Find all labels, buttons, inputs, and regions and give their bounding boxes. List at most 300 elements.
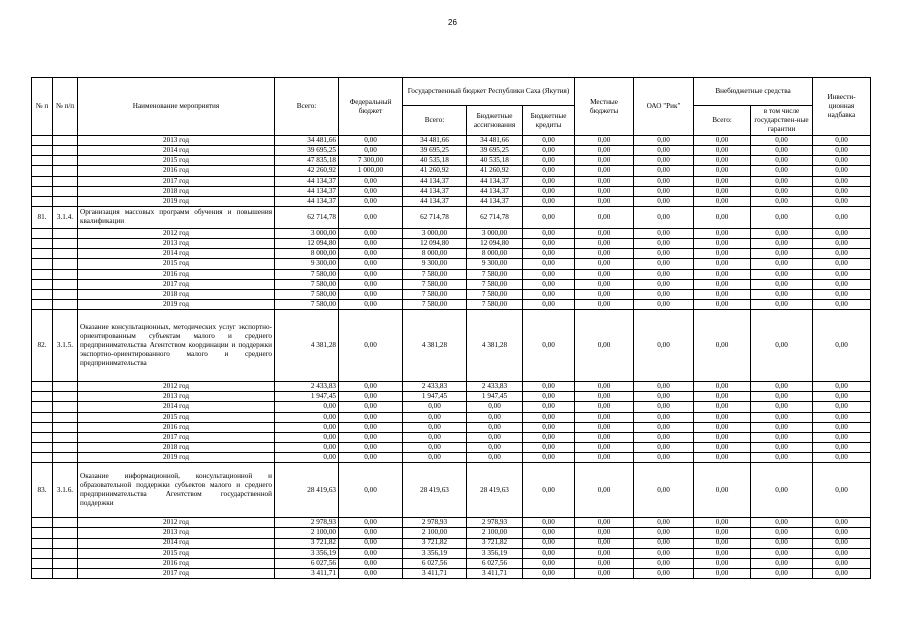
cell-row-no-empty (32, 196, 53, 206)
cell-extra-total: 0,00 (694, 382, 751, 392)
cell-extra-guarantee: 0,00 (751, 548, 813, 558)
cell-invest: 0,00 (813, 176, 871, 186)
cell-sub-no-empty (53, 412, 78, 422)
cell-state-alloc: 44 134,37 (467, 176, 523, 186)
cell-total: 2 433,83 (275, 382, 339, 392)
cell-state-alloc: 3 000,00 (467, 228, 523, 238)
cell-local: 0,00 (575, 156, 634, 166)
cell-state-total: 34 481,66 (403, 136, 467, 146)
cell-rik: 0,00 (634, 136, 694, 146)
cell-rik: 0,00 (634, 146, 694, 156)
cell-state-credit: 0,00 (523, 422, 575, 432)
table-header (32, 78, 871, 136)
cell-total: 3 356,19 (275, 548, 339, 558)
cell-invest: 0,00 (813, 146, 871, 156)
cell-extra-total: 0,00 (694, 279, 751, 289)
cell-state-total: 44 134,37 (403, 196, 467, 206)
cell-state-alloc: 2 978,93 (467, 518, 523, 528)
cell-invest: 0,00 (813, 442, 871, 452)
year-row (32, 146, 871, 156)
budget-table-wrapper (31, 77, 870, 579)
cell-total: 7 580,00 (275, 279, 339, 289)
cell-local: 0,00 (575, 269, 634, 279)
cell-sub-no-empty (53, 422, 78, 432)
cell-sub-no-empty (53, 249, 78, 259)
cell-state-credit: 0,00 (523, 392, 575, 402)
cell-total: 0,00 (275, 402, 339, 412)
cell-year-label: 2017 год (78, 176, 275, 186)
cell-state-total: 0,00 (403, 453, 467, 463)
cell-state-credit: 0,00 (523, 146, 575, 156)
cell-sub-no: 3.1.4. (53, 206, 78, 228)
cell-extra-guarantee: 0,00 (751, 186, 813, 196)
cell-extra-guarantee: 0,00 (751, 422, 813, 432)
cell-extra-guarantee: 0,00 (751, 269, 813, 279)
cell-extra-total: 0,00 (694, 432, 751, 442)
cell-extra-guarantee: 0,00 (751, 392, 813, 402)
cell-state-credit: 0,00 (523, 442, 575, 452)
activity-row (32, 463, 871, 518)
cell-invest: 0,00 (813, 432, 871, 442)
cell-row-no-empty (32, 289, 53, 299)
cell-extra-total: 0,00 (694, 176, 751, 186)
cell-extra-total: 0,00 (694, 453, 751, 463)
cell-sub-no: 3.1.6. (53, 463, 78, 518)
cell-extra-total: 0,00 (694, 166, 751, 176)
cell-extra-total: 0,00 (694, 310, 751, 382)
cell-rik: 0,00 (634, 442, 694, 452)
cell-federal: 0,00 (339, 269, 403, 279)
cell-total: 39 695,25 (275, 146, 339, 156)
cell-local: 0,00 (575, 289, 634, 299)
cell-state-total: 62 714,78 (403, 206, 467, 228)
cell-year-label: 2015 год (78, 412, 275, 422)
cell-total: 44 134,37 (275, 196, 339, 206)
cell-extra-total: 0,00 (694, 568, 751, 578)
cell-rik: 0,00 (634, 518, 694, 528)
cell-year-label: 2019 год (78, 453, 275, 463)
cell-sub-no-empty (53, 382, 78, 392)
cell-extra-total: 0,00 (694, 558, 751, 568)
cell-sub-no-empty (53, 442, 78, 452)
cell-state-total: 40 535,18 (403, 156, 467, 166)
cell-state-credit: 0,00 (523, 269, 575, 279)
cell-sub-no-empty (53, 269, 78, 279)
cell-row-no-empty (32, 548, 53, 558)
cell-federal: 0,00 (339, 310, 403, 382)
cell-total: 12 094,80 (275, 239, 339, 249)
cell-extra-total: 0,00 (694, 259, 751, 269)
cell-extra-guarantee: 0,00 (751, 528, 813, 538)
cell-invest: 0,00 (813, 538, 871, 548)
cell-sub-no-empty (53, 528, 78, 538)
cell-federal: 0,00 (339, 176, 403, 186)
year-row (32, 432, 871, 442)
header-extra-budget: Внебюджетные средства (694, 78, 813, 106)
cell-sub-no-empty (53, 568, 78, 578)
cell-state-alloc: 1 947,45 (467, 392, 523, 402)
cell-row-no-empty (32, 432, 53, 442)
cell-state-total: 7 580,00 (403, 289, 467, 299)
cell-extra-guarantee: 0,00 (751, 558, 813, 568)
cell-extra-guarantee: 0,00 (751, 136, 813, 146)
cell-extra-guarantee: 0,00 (751, 453, 813, 463)
cell-rik: 0,00 (634, 259, 694, 269)
cell-total: 0,00 (275, 422, 339, 432)
cell-state-credit: 0,00 (523, 136, 575, 146)
cell-state-alloc: 0,00 (467, 412, 523, 422)
cell-invest: 0,00 (813, 239, 871, 249)
cell-invest: 0,00 (813, 249, 871, 259)
cell-total: 2 100,00 (275, 528, 339, 538)
cell-local: 0,00 (575, 228, 634, 238)
header-state-total: Всего: (403, 106, 467, 136)
cell-state-alloc: 7 580,00 (467, 269, 523, 279)
cell-extra-guarantee: 0,00 (751, 239, 813, 249)
cell-local: 0,00 (575, 239, 634, 249)
cell-row-no-empty (32, 136, 53, 146)
cell-state-total: 41 260,92 (403, 166, 467, 176)
cell-federal: 0,00 (339, 392, 403, 402)
year-row (32, 422, 871, 432)
header-state-budget: Государственный бюджет Республики Саха (Якутия) (403, 78, 575, 106)
cell-total: 7 580,00 (275, 299, 339, 309)
cell-state-total: 6 027,56 (403, 558, 467, 568)
cell-federal: 0,00 (339, 463, 403, 518)
cell-state-alloc: 8 000,00 (467, 249, 523, 259)
cell-local: 0,00 (575, 279, 634, 289)
cell-state-credit: 0,00 (523, 518, 575, 528)
cell-extra-guarantee: 0,00 (751, 402, 813, 412)
cell-activity-name: Оказание информационной, консультационной и образовательной поддержки субъектов малого и среднего предпринимательства Агентством государственной поддержки (78, 463, 275, 518)
cell-state-alloc: 2 433,83 (467, 382, 523, 392)
cell-row-no: 83. (32, 463, 53, 518)
cell-local: 0,00 (575, 412, 634, 422)
cell-federal: 0,00 (339, 279, 403, 289)
cell-local: 0,00 (575, 166, 634, 176)
cell-year-label: 2017 год (78, 568, 275, 578)
cell-extra-total: 0,00 (694, 392, 751, 402)
cell-sub-no-empty (53, 558, 78, 568)
cell-row-no-empty (32, 558, 53, 568)
cell-sub-no-empty (53, 186, 78, 196)
cell-local: 0,00 (575, 453, 634, 463)
cell-year-label: 2012 год (78, 382, 275, 392)
year-row (32, 259, 871, 269)
cell-state-credit: 0,00 (523, 382, 575, 392)
cell-federal: 0,00 (339, 299, 403, 309)
cell-rik: 0,00 (634, 422, 694, 432)
cell-sub-no-empty (53, 453, 78, 463)
year-row (32, 392, 871, 402)
cell-state-total: 4 381,28 (403, 310, 467, 382)
cell-extra-total: 0,00 (694, 528, 751, 538)
cell-extra-guarantee: 0,00 (751, 156, 813, 166)
cell-local: 0,00 (575, 382, 634, 392)
year-row (32, 412, 871, 422)
cell-state-total: 8 000,00 (403, 249, 467, 259)
cell-year-label: 2013 год (78, 239, 275, 249)
cell-invest: 0,00 (813, 568, 871, 578)
cell-state-total: 12 094,80 (403, 239, 467, 249)
cell-total: 62 714,78 (275, 206, 339, 228)
cell-rik: 0,00 (634, 538, 694, 548)
cell-total: 2 978,93 (275, 518, 339, 528)
cell-state-credit: 0,00 (523, 259, 575, 269)
cell-federal: 0,00 (339, 249, 403, 259)
cell-local: 0,00 (575, 259, 634, 269)
cell-rik: 0,00 (634, 453, 694, 463)
header-sub-no: № п/п (53, 78, 78, 136)
cell-federal: 0,00 (339, 196, 403, 206)
cell-invest: 0,00 (813, 166, 871, 176)
cell-invest: 0,00 (813, 310, 871, 382)
cell-total: 6 027,56 (275, 558, 339, 568)
cell-extra-guarantee: 0,00 (751, 442, 813, 452)
cell-local: 0,00 (575, 442, 634, 452)
cell-extra-total: 0,00 (694, 249, 751, 259)
cell-sub-no-empty (53, 392, 78, 402)
cell-local: 0,00 (575, 548, 634, 558)
cell-year-label: 2015 год (78, 548, 275, 558)
cell-sub-no-empty (53, 196, 78, 206)
cell-invest: 0,00 (813, 382, 871, 392)
cell-sub-no-empty (53, 259, 78, 269)
cell-state-total: 0,00 (403, 402, 467, 412)
cell-state-credit: 0,00 (523, 310, 575, 382)
cell-row-no: 82. (32, 310, 53, 382)
cell-rik: 0,00 (634, 269, 694, 279)
cell-extra-guarantee: 0,00 (751, 146, 813, 156)
cell-state-total: 3 411,71 (403, 568, 467, 578)
cell-state-total: 7 580,00 (403, 269, 467, 279)
cell-invest: 0,00 (813, 206, 871, 228)
cell-state-credit: 0,00 (523, 432, 575, 442)
cell-local: 0,00 (575, 518, 634, 528)
cell-federal: 0,00 (339, 206, 403, 228)
cell-state-credit: 0,00 (523, 528, 575, 538)
cell-state-alloc: 4 381,28 (467, 310, 523, 382)
cell-state-total: 7 580,00 (403, 299, 467, 309)
cell-invest: 0,00 (813, 279, 871, 289)
cell-federal: 0,00 (339, 528, 403, 538)
cell-invest: 0,00 (813, 422, 871, 432)
cell-invest: 0,00 (813, 548, 871, 558)
cell-extra-total: 0,00 (694, 422, 751, 432)
cell-year-label: 2014 год (78, 402, 275, 412)
cell-extra-guarantee: 0,00 (751, 206, 813, 228)
cell-state-credit: 0,00 (523, 412, 575, 422)
cell-federal: 0,00 (339, 548, 403, 558)
cell-state-credit: 0,00 (523, 453, 575, 463)
cell-year-label: 2019 год (78, 299, 275, 309)
cell-state-total: 0,00 (403, 412, 467, 422)
cell-year-label: 2014 год (78, 538, 275, 548)
cell-local: 0,00 (575, 136, 634, 146)
year-row (32, 402, 871, 412)
cell-local: 0,00 (575, 392, 634, 402)
cell-state-credit: 0,00 (523, 299, 575, 309)
year-row (32, 382, 871, 392)
header-state-credit: Бюджетные кредиты (523, 106, 575, 136)
cell-year-label: 2018 год (78, 442, 275, 452)
cell-row-no-empty (32, 412, 53, 422)
cell-year-label: 2017 год (78, 432, 275, 442)
cell-year-label: 2014 год (78, 146, 275, 156)
cell-state-total: 44 134,37 (403, 176, 467, 186)
cell-state-alloc: 44 134,37 (467, 196, 523, 206)
cell-total: 42 260,92 (275, 166, 339, 176)
table-body (32, 136, 871, 579)
cell-sub-no-empty (53, 239, 78, 249)
cell-federal: 0,00 (339, 518, 403, 528)
cell-state-alloc: 3 411,71 (467, 568, 523, 578)
cell-extra-total: 0,00 (694, 518, 751, 528)
page-number: 26 (448, 18, 457, 27)
cell-state-alloc: 39 695,25 (467, 146, 523, 156)
activity-row (32, 310, 871, 382)
cell-rik: 0,00 (634, 392, 694, 402)
cell-federal: 0,00 (339, 136, 403, 146)
cell-local: 0,00 (575, 206, 634, 228)
cell-row-no-empty (32, 402, 53, 412)
cell-extra-guarantee: 0,00 (751, 382, 813, 392)
header-federal: Федеральный бюджет (339, 78, 403, 136)
cell-state-credit: 0,00 (523, 249, 575, 259)
cell-federal: 0,00 (339, 568, 403, 578)
cell-state-total: 3 000,00 (403, 228, 467, 238)
cell-year-label: 2018 год (78, 186, 275, 196)
cell-total: 9 300,00 (275, 259, 339, 269)
cell-row-no-empty (32, 453, 53, 463)
cell-extra-guarantee: 0,00 (751, 166, 813, 176)
cell-activity-name: Оказание консультационных, методических услуг экспортно-ориентированным субъектам малого и среднего предпринимательства Агентством координации и поддержки экспортно-ориентированного малого и среднего предпринимательства (78, 310, 275, 382)
cell-total: 34 481,66 (275, 136, 339, 146)
year-row (32, 249, 871, 259)
year-row (32, 548, 871, 558)
cell-rik: 0,00 (634, 228, 694, 238)
cell-rik: 0,00 (634, 176, 694, 186)
cell-row-no-empty (32, 239, 53, 249)
cell-federal: 0,00 (339, 228, 403, 238)
cell-extra-guarantee: 0,00 (751, 259, 813, 269)
cell-state-alloc: 9 300,00 (467, 259, 523, 269)
cell-state-credit: 0,00 (523, 206, 575, 228)
cell-total: 0,00 (275, 442, 339, 452)
cell-total: 0,00 (275, 412, 339, 422)
cell-sub-no-empty (53, 176, 78, 186)
cell-extra-guarantee: 0,00 (751, 538, 813, 548)
year-row (32, 568, 871, 578)
cell-rik: 0,00 (634, 528, 694, 538)
cell-state-alloc: 7 580,00 (467, 279, 523, 289)
cell-state-alloc: 0,00 (467, 422, 523, 432)
cell-state-credit: 0,00 (523, 289, 575, 299)
cell-row-no-empty (32, 269, 53, 279)
cell-state-credit: 0,00 (523, 176, 575, 186)
cell-extra-total: 0,00 (694, 156, 751, 166)
cell-rik: 0,00 (634, 206, 694, 228)
cell-total: 3 721,82 (275, 538, 339, 548)
cell-extra-total: 0,00 (694, 442, 751, 452)
cell-row-no-empty (32, 176, 53, 186)
cell-rik: 0,00 (634, 239, 694, 249)
cell-sub-no-empty (53, 538, 78, 548)
activity-row (32, 206, 871, 228)
cell-sub-no-empty (53, 156, 78, 166)
cell-federal: 0,00 (339, 538, 403, 548)
cell-row-no-empty (32, 299, 53, 309)
cell-sub-no-empty (53, 136, 78, 146)
year-row (32, 269, 871, 279)
cell-row-no-empty (32, 392, 53, 402)
cell-state-total: 9 300,00 (403, 259, 467, 269)
cell-state-alloc: 0,00 (467, 402, 523, 412)
cell-state-total: 28 419,63 (403, 463, 467, 518)
cell-local: 0,00 (575, 249, 634, 259)
cell-state-total: 1 947,45 (403, 392, 467, 402)
cell-total: 3 000,00 (275, 228, 339, 238)
cell-local: 0,00 (575, 299, 634, 309)
cell-federal: 0,00 (339, 412, 403, 422)
cell-sub-no: 3.1.5. (53, 310, 78, 382)
cell-invest: 0,00 (813, 463, 871, 518)
cell-federal: 0,00 (339, 422, 403, 432)
cell-state-credit: 0,00 (523, 463, 575, 518)
cell-row-no-empty (32, 382, 53, 392)
cell-invest: 0,00 (813, 453, 871, 463)
cell-state-credit: 0,00 (523, 186, 575, 196)
cell-federal: 0,00 (339, 382, 403, 392)
cell-local: 0,00 (575, 196, 634, 206)
cell-state-total: 44 134,37 (403, 186, 467, 196)
cell-state-credit: 0,00 (523, 558, 575, 568)
cell-row-no-empty (32, 442, 53, 452)
cell-invest: 0,00 (813, 196, 871, 206)
cell-extra-guarantee: 0,00 (751, 568, 813, 578)
cell-invest: 0,00 (813, 228, 871, 238)
cell-sub-no-empty (53, 299, 78, 309)
year-row (32, 176, 871, 186)
cell-rik: 0,00 (634, 463, 694, 518)
cell-extra-total: 0,00 (694, 412, 751, 422)
cell-federal: 0,00 (339, 259, 403, 269)
cell-federal: 0,00 (339, 453, 403, 463)
cell-row-no-empty (32, 279, 53, 289)
cell-local: 0,00 (575, 146, 634, 156)
cell-total: 44 134,37 (275, 176, 339, 186)
cell-extra-guarantee: 0,00 (751, 432, 813, 442)
cell-state-total: 3 356,19 (403, 548, 467, 558)
cell-extra-total: 0,00 (694, 548, 751, 558)
cell-state-alloc: 0,00 (467, 453, 523, 463)
cell-extra-total: 0,00 (694, 402, 751, 412)
cell-state-total: 0,00 (403, 442, 467, 452)
cell-local: 0,00 (575, 538, 634, 548)
cell-year-label: 2014 год (78, 249, 275, 259)
year-row (32, 228, 871, 238)
cell-extra-guarantee: 0,00 (751, 176, 813, 186)
cell-rik: 0,00 (634, 432, 694, 442)
year-row (32, 518, 871, 528)
cell-federal: 0,00 (339, 289, 403, 299)
cell-federal: 1 000,00 (339, 166, 403, 176)
cell-state-alloc: 3 356,19 (467, 548, 523, 558)
cell-sub-no-empty (53, 432, 78, 442)
cell-extra-total: 0,00 (694, 538, 751, 548)
cell-state-alloc: 28 419,63 (467, 463, 523, 518)
cell-rik: 0,00 (634, 402, 694, 412)
